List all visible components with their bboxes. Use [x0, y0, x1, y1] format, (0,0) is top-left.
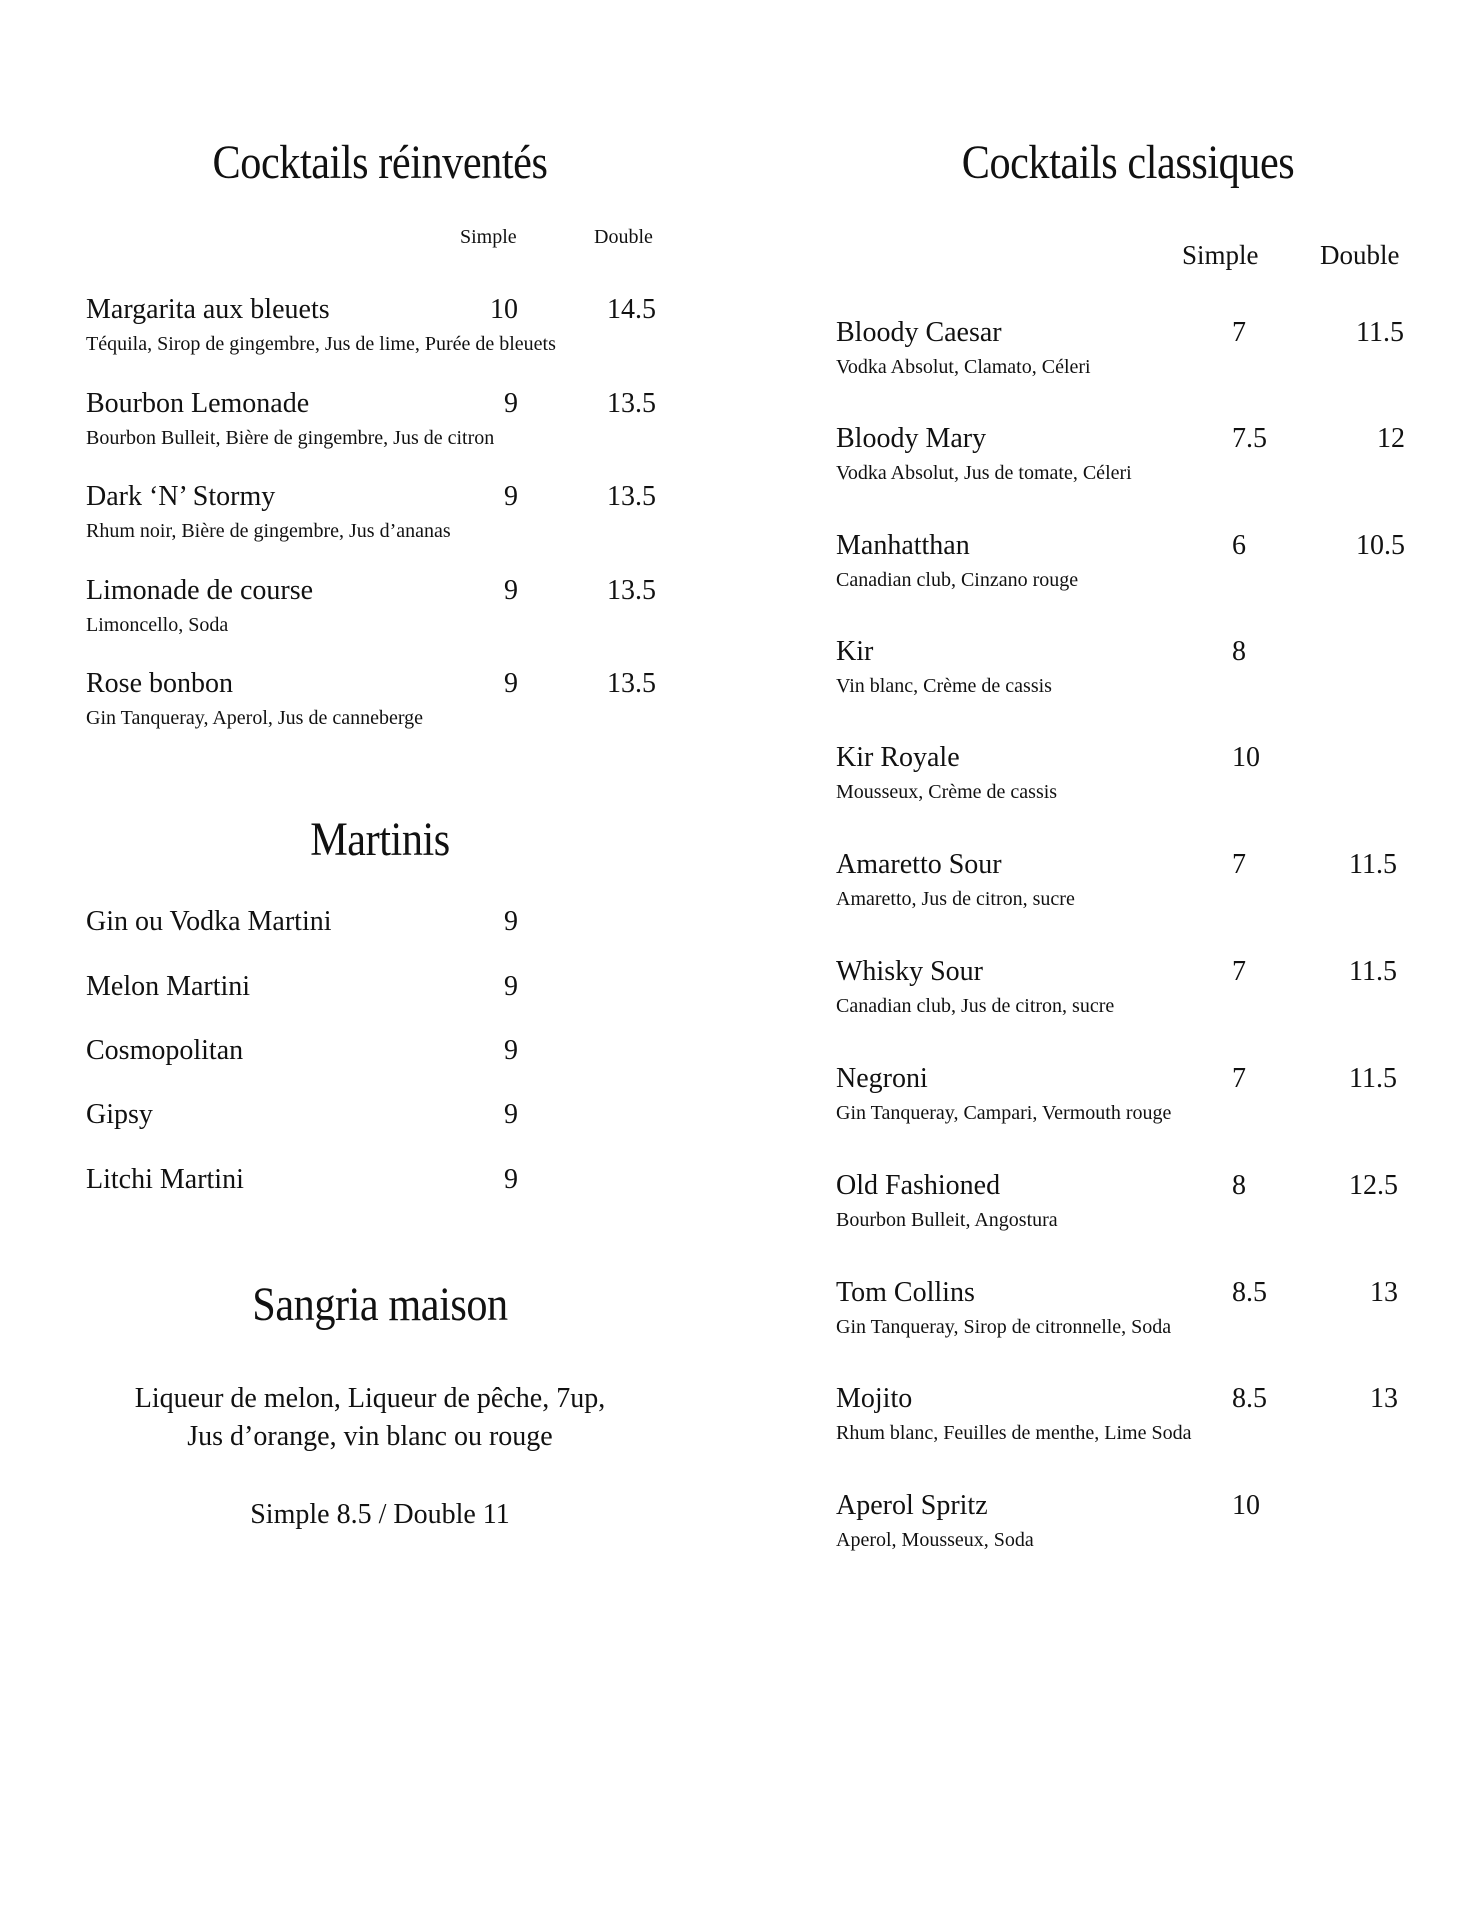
price: 9	[504, 1164, 518, 1195]
price-simple: 7	[1232, 1063, 1246, 1094]
martinis-item	[86, 906, 666, 940]
classiques-item	[836, 423, 1416, 493]
item-description: Gin Tanqueray, Campari, Vermouth rouge	[836, 1102, 1172, 1124]
reinventes-col-double: Double	[594, 226, 653, 248]
item-description: Aperol, Mousseux, Soda	[836, 1529, 1034, 1551]
item-description: Amaretto, Jus de citron, sucre	[836, 888, 1075, 910]
sangria-ingredients-line2: Jus d’orange, vin blanc ou rouge	[187, 1421, 553, 1452]
item-description: Mousseux, Crème de cassis	[836, 781, 1058, 803]
price-simple: 8.5	[1232, 1383, 1267, 1414]
price-double: 12.5	[1349, 1170, 1398, 1201]
item-description: Rhum noir, Bière de gingembre, Jus d’ananas	[86, 520, 451, 542]
price-double: 13.5	[607, 481, 656, 512]
price-double: 10.5	[1356, 530, 1405, 561]
reinventes-item	[86, 294, 666, 364]
classiques-item	[836, 317, 1416, 387]
price-simple: 9	[504, 481, 518, 512]
reinventes-col-simple: Simple	[460, 226, 517, 248]
reinventes-item	[86, 668, 666, 738]
item-name: Old Fashioned	[836, 1170, 1001, 1201]
price-simple: 9	[504, 575, 518, 606]
item-description: Canadian club, Cinzano rouge	[836, 569, 1079, 591]
price-simple: 8	[1232, 1170, 1246, 1201]
item-description: Gin Tanqueray, Aperol, Jus de canneberge	[86, 707, 424, 729]
item-description: Rhum blanc, Feuilles de menthe, Lime Soda	[836, 1422, 1192, 1444]
item-name: Kir Royale	[836, 742, 960, 773]
item-name: Litchi Martini	[86, 1164, 244, 1195]
sangria-price: Simple 8.5 / Double 11	[250, 1499, 510, 1530]
price-double: 13	[1370, 1383, 1398, 1414]
item-description: Bourbon Bulleit, Bière de gingembre, Jus de citron	[86, 427, 495, 449]
item-name: Rose bonbon	[86, 668, 233, 699]
item-description: Canadian club, Jus de citron, sucre	[836, 995, 1115, 1017]
classiques-item	[836, 956, 1416, 1026]
item-name: Aperol Spritz	[836, 1490, 988, 1521]
price-double: 13.5	[607, 388, 656, 419]
reinventes-title: Cocktails réinventés	[212, 136, 548, 189]
item-name: Margarita aux bleuets	[86, 294, 330, 325]
price-double: 13	[1370, 1277, 1398, 1308]
item-name: Mojito	[836, 1383, 913, 1414]
item-name: Bloody Caesar	[836, 317, 1002, 348]
price-simple: 7	[1232, 317, 1246, 348]
item-description: Téquila, Sirop de gingembre, Jus de lime, Purée de bleuets	[86, 333, 556, 355]
classiques-item	[836, 1063, 1416, 1133]
price-simple: 6	[1232, 530, 1246, 561]
item-name: Amaretto Sour	[836, 849, 1002, 880]
price-double: 14.5	[607, 294, 656, 325]
price-double: 11.5	[1349, 849, 1397, 880]
sangria-title: Sangria maison	[252, 1278, 508, 1331]
price-simple: 9	[504, 388, 518, 419]
price-double: 12	[1377, 423, 1405, 454]
item-name: Negroni	[836, 1063, 928, 1094]
martinis-item	[86, 1164, 666, 1198]
price-simple: 7	[1232, 956, 1246, 987]
price-simple: 8.5	[1232, 1277, 1267, 1308]
item-name: Kir	[836, 636, 874, 667]
item-name: Cosmopolitan	[86, 1035, 244, 1066]
classiques-item	[836, 636, 1416, 706]
price-double: 11.5	[1349, 956, 1397, 987]
reinventes-item	[86, 388, 666, 458]
price-double: 13.5	[607, 575, 656, 606]
item-name: Manhatthan	[836, 530, 970, 561]
item-name: Limonade de course	[86, 575, 314, 606]
item-description: Vodka Absolut, Jus de tomate, Céleri	[836, 462, 1132, 484]
item-name: Whisky Sour	[836, 956, 983, 987]
classiques-item	[836, 1383, 1416, 1453]
item-description: Limoncello, Soda	[86, 614, 229, 636]
price-simple: 10	[490, 294, 518, 325]
classiques-col-simple: Simple	[1182, 240, 1259, 270]
martinis-title: Martinis	[310, 813, 450, 866]
price: 9	[504, 1035, 518, 1066]
item-name: Bloody Mary	[836, 423, 987, 454]
martinis-item	[86, 1099, 666, 1133]
price-simple: 10	[1232, 1490, 1260, 1521]
item-description: Bourbon Bulleit, Angostura	[836, 1209, 1058, 1231]
classiques-col-double: Double	[1320, 240, 1400, 270]
classiques-item	[836, 1277, 1416, 1347]
price: 9	[504, 906, 518, 937]
classiques-item	[836, 1170, 1416, 1240]
reinventes-item	[86, 575, 666, 645]
classiques-item	[836, 1490, 1416, 1560]
item-name: Tom Collins	[836, 1277, 975, 1308]
price-simple: 8	[1232, 636, 1246, 667]
classiques-item	[836, 530, 1416, 600]
price-simple: 10	[1232, 742, 1260, 773]
price-simple: 7.5	[1232, 423, 1267, 454]
item-description: Vin blanc, Crème de cassis	[836, 675, 1052, 697]
reinventes-item	[86, 481, 666, 551]
item-name: Gipsy	[86, 1099, 153, 1130]
price-double: 11.5	[1356, 317, 1404, 348]
item-name: Bourbon Lemonade	[86, 388, 310, 419]
item-name: Dark ‘N’ Stormy	[86, 481, 276, 512]
martinis-item	[86, 971, 666, 1005]
price: 9	[504, 971, 518, 1002]
price-double: 11.5	[1349, 1063, 1397, 1094]
price: 9	[504, 1099, 518, 1130]
item-name: Gin ou Vodka Martini	[86, 906, 332, 937]
price-simple: 7	[1232, 849, 1246, 880]
price-double: 13.5	[607, 668, 656, 699]
classiques-item	[836, 742, 1416, 812]
item-description: Vodka Absolut, Clamato, Céleri	[836, 356, 1091, 378]
item-description: Gin Tanqueray, Sirop de citronnelle, Soda	[836, 1316, 1172, 1338]
price-simple: 9	[504, 668, 518, 699]
martinis-item	[86, 1035, 666, 1069]
classiques-title: Cocktails classiques	[961, 136, 1295, 189]
sangria-ingredients-line1: Liqueur de melon, Liqueur de pêche, 7up,	[134, 1383, 606, 1414]
classiques-item	[836, 849, 1416, 919]
item-name: Melon Martini	[86, 971, 251, 1002]
